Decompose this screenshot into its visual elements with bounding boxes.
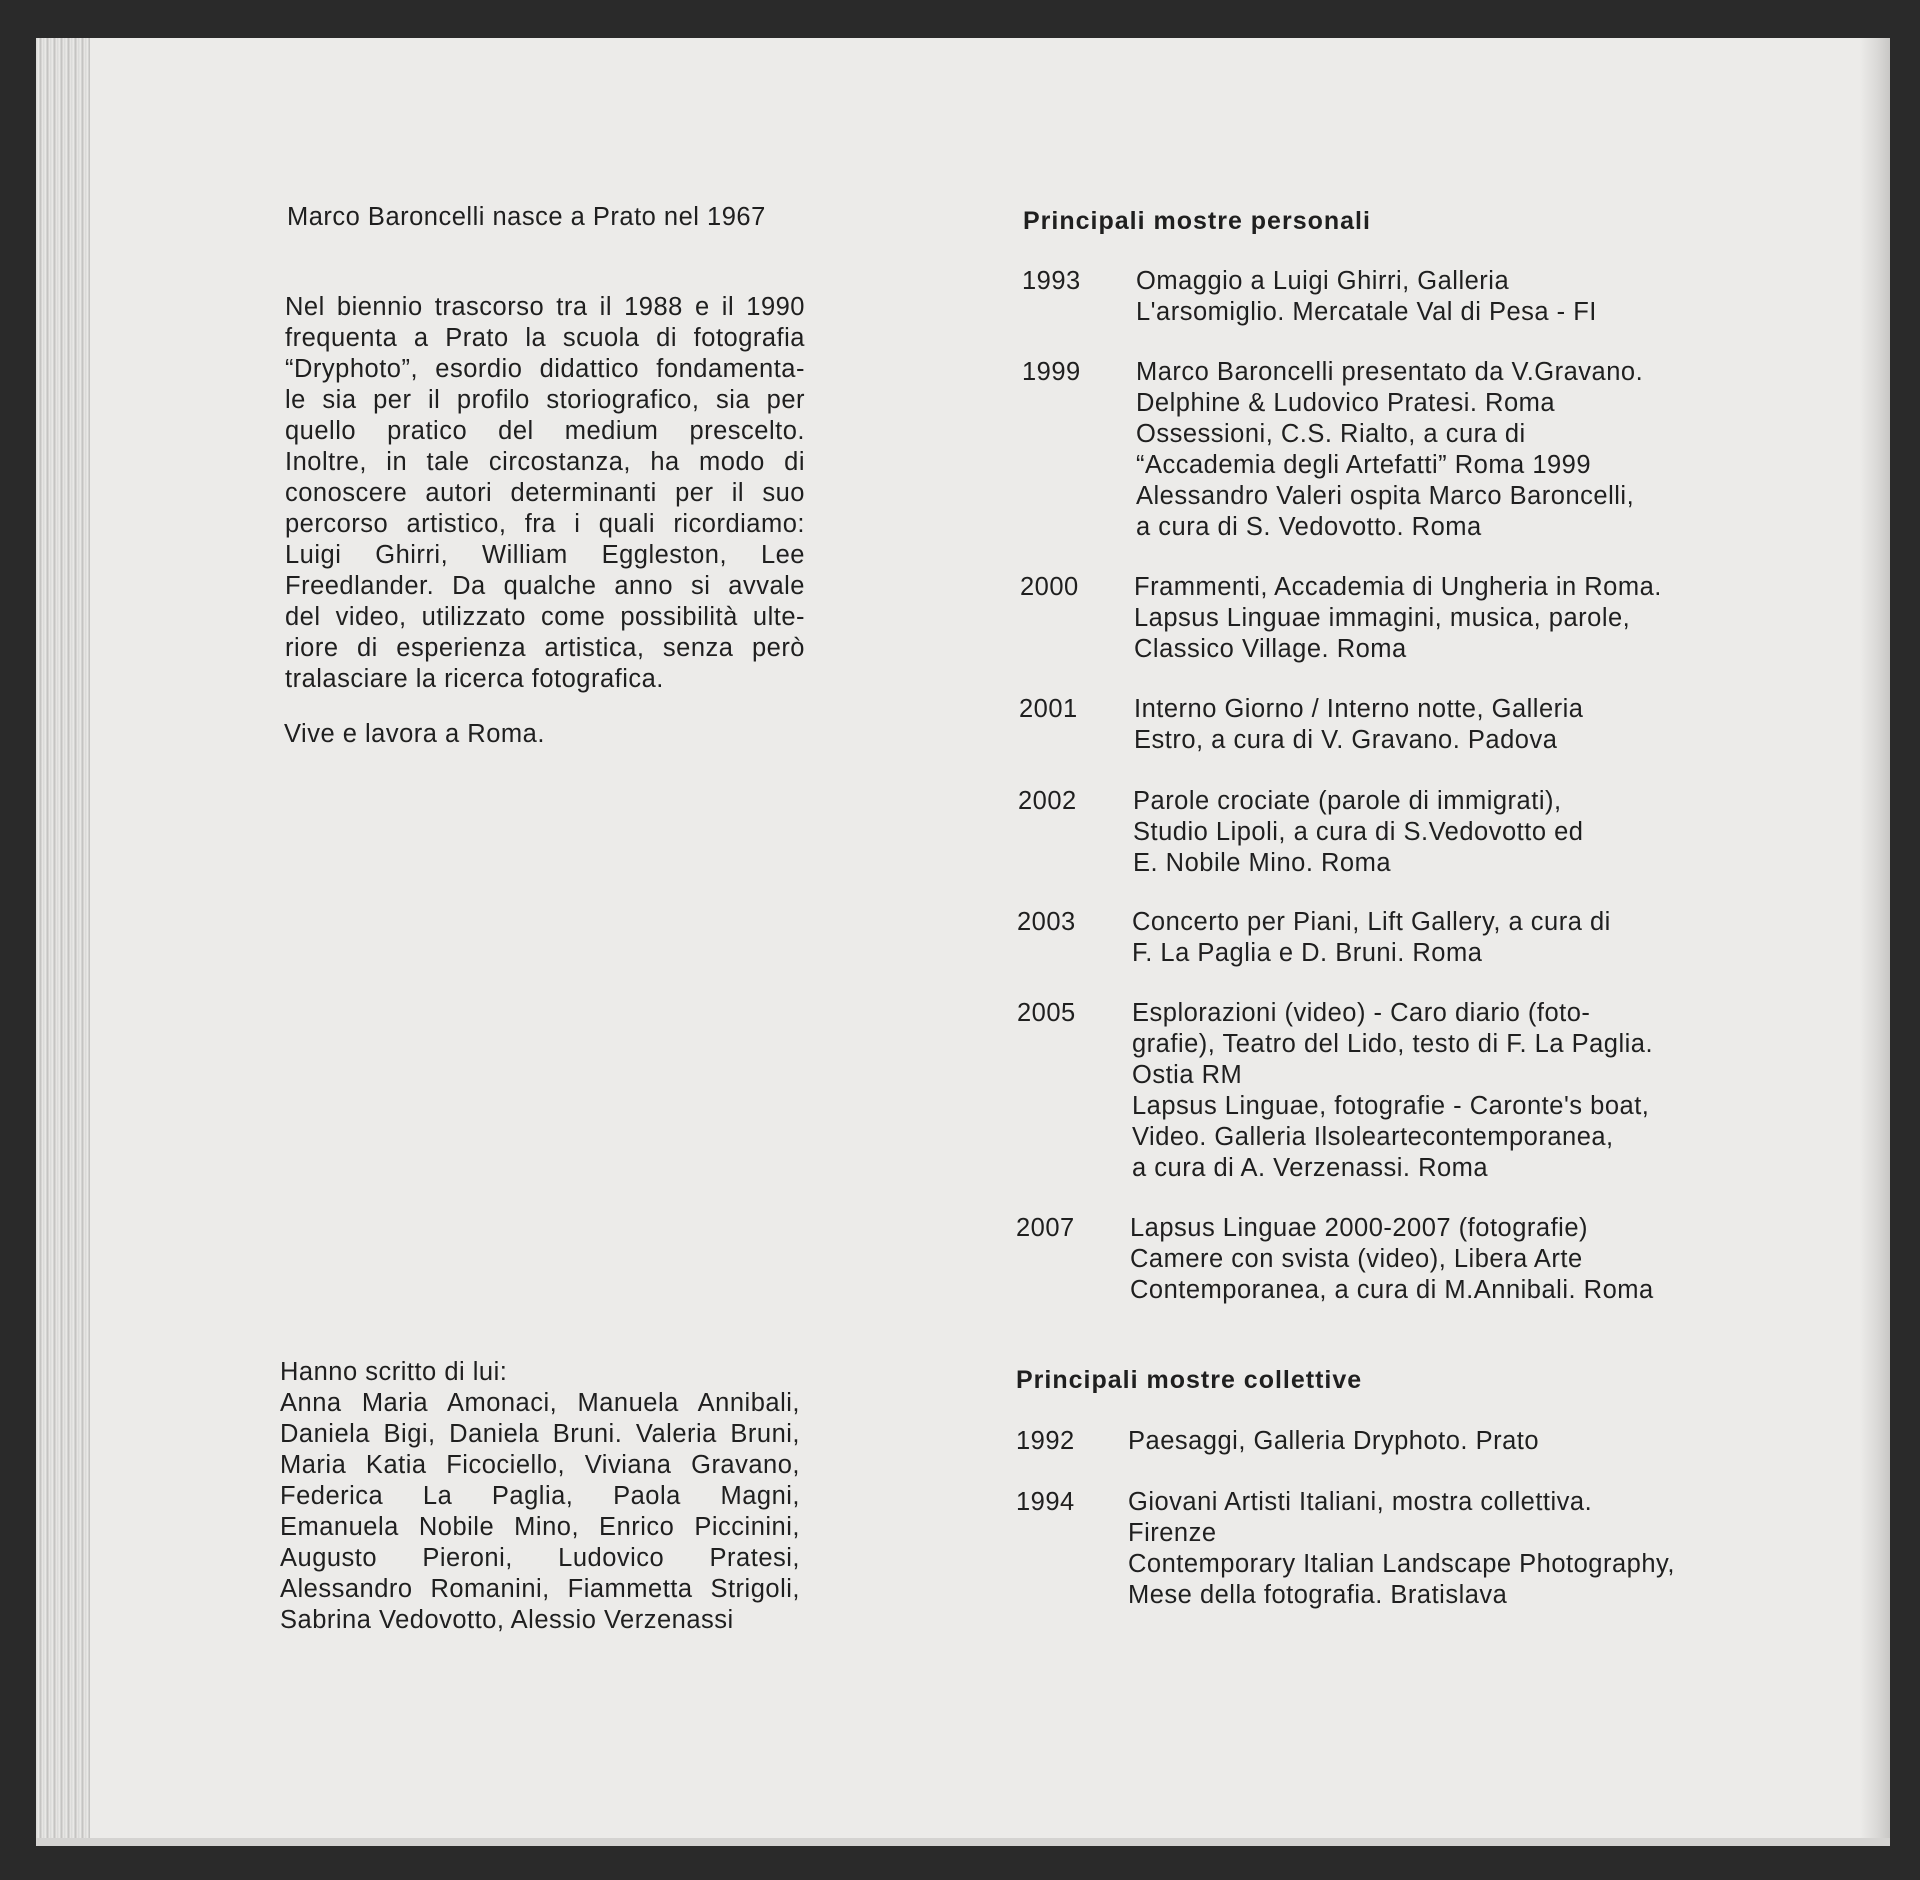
exhibition-line: Omaggio a Luigi Ghirri, Galleria bbox=[1136, 267, 1510, 295]
exhibition-year: 2007 bbox=[1016, 1214, 1075, 1242]
bio-line: Inoltre, in tale circostanza, ha modo di bbox=[285, 448, 805, 476]
bio-line: riore di esperienza artistica, senza però bbox=[285, 634, 805, 662]
exhibition-line: a cura di S. Vedovotto. Roma bbox=[1136, 513, 1482, 541]
bio-line: le sia per il profilo storiografico, sia per bbox=[285, 386, 805, 414]
bio-line: Nel biennio trascorso tra il 1988 e il 1990 bbox=[285, 293, 805, 321]
exhibition-line: Lapsus Linguae 2000-2007 (fotografie) bbox=[1130, 1214, 1588, 1242]
exhibition-line: Frammenti, Accademia di Ungheria in Roma. bbox=[1134, 573, 1662, 601]
exhibition-entry bbox=[1136, 266, 1597, 328]
written-line: Emanuela Nobile Mino, Enrico Piccinini, bbox=[280, 1513, 800, 1541]
exhibition-year: 2003 bbox=[1017, 908, 1076, 936]
bio-line: frequenta a Prato la scuola di fotografia bbox=[285, 324, 805, 352]
bio-line: percorso artistico, fra i quali ricordiamo: bbox=[285, 510, 805, 538]
exhibition-year: 1994 bbox=[1016, 1488, 1075, 1516]
exhibition-line: Classico Village. Roma bbox=[1134, 635, 1407, 663]
bio-paragraph bbox=[285, 292, 805, 695]
collective-exhibitions-heading: Principali mostre collettive bbox=[1016, 1366, 1363, 1394]
exhibition-entry bbox=[1134, 572, 1662, 665]
exhibition-line: Delphine & Ludovico Pratesi. Roma bbox=[1136, 389, 1556, 417]
exhibition-line: grafie), Teatro del Lido, testo di F. La Paglia. bbox=[1132, 1030, 1654, 1058]
exhibition-year: 2002 bbox=[1018, 787, 1077, 815]
written-line: Federica La Paglia, Paola Magni, bbox=[280, 1482, 800, 1510]
exhibition-entry bbox=[1132, 998, 1653, 1184]
written-line: Hanno scritto di lui: bbox=[280, 1358, 508, 1386]
exhibition-line: Parole crociate (parole di immigrati), bbox=[1133, 787, 1562, 815]
exhibition-line: Ossessioni, C.S. Rialto, a cura di bbox=[1136, 420, 1526, 448]
written-line: Alessandro Romanini, Fiammetta Strigoli, bbox=[280, 1575, 800, 1603]
exhibition-line: Ostia RM bbox=[1132, 1061, 1243, 1089]
exhibition-line: Paesaggi, Galleria Dryphoto. Prato bbox=[1128, 1427, 1540, 1455]
exhibition-entry bbox=[1130, 1213, 1654, 1306]
exhibition-entry bbox=[1128, 1487, 1675, 1611]
exhibition-entry bbox=[1134, 694, 1584, 756]
exhibition-line: Estro, a cura di V. Gravano. Padova bbox=[1134, 726, 1558, 754]
exhibition-line: Esplorazioni (video) - Caro diario (foto- bbox=[1132, 999, 1591, 1027]
exhibition-line: Firenze bbox=[1128, 1519, 1217, 1547]
exhibition-line: Concerto per Piani, Lift Gallery, a cura di bbox=[1132, 908, 1611, 936]
exhibition-line: Contemporanea, a cura di M.Annibali. Roma bbox=[1130, 1276, 1654, 1304]
exhibition-line: Marco Baroncelli presentato da V.Gravano. bbox=[1136, 358, 1644, 386]
bio-line: “Dryphoto”, esordio didattico fondamenta- bbox=[285, 355, 805, 383]
exhibition-year: 1999 bbox=[1022, 358, 1081, 386]
exhibition-line: Video. Galleria Ilsoleartecontemporanea, bbox=[1132, 1123, 1614, 1151]
exhibition-year: 2005 bbox=[1017, 999, 1076, 1027]
exhibition-year: 1993 bbox=[1022, 267, 1081, 295]
exhibition-line: Giovani Artisti Italiani, mostra collettiva. bbox=[1128, 1488, 1593, 1516]
written-line: Anna Maria Amonaci, Manuela Annibali, bbox=[280, 1389, 800, 1417]
written-about-paragraph bbox=[280, 1357, 800, 1636]
bio-line: conoscere autori determinanti per il suo bbox=[285, 479, 805, 507]
written-line: Sabrina Vedovotto, Alessio Verzenassi bbox=[280, 1606, 734, 1634]
bio-line: Freedlander. Da qualche anno si avvale bbox=[285, 572, 805, 600]
exhibition-line: Lapsus Linguae, fotografie - Caronte's boat, bbox=[1132, 1092, 1650, 1120]
exhibition-year: 2000 bbox=[1020, 573, 1079, 601]
bio-line: quello pratico del medium prescelto. bbox=[285, 417, 805, 445]
exhibition-entry bbox=[1136, 357, 1643, 543]
bio-line: tralasciare la ricerca fotografica. bbox=[285, 665, 664, 693]
exhibition-entry bbox=[1128, 1426, 1539, 1457]
bio-line: del video, utilizzato come possibilità ulte- bbox=[285, 603, 805, 631]
exhibition-line: F. La Paglia e D. Bruni. Roma bbox=[1132, 939, 1483, 967]
exhibition-line: E. Nobile Mino. Roma bbox=[1133, 849, 1392, 877]
exhibition-entry bbox=[1133, 786, 1583, 879]
birth-line: Marco Baroncelli nasce a Prato nel 1967 bbox=[287, 203, 766, 231]
personal-exhibitions-heading: Principali mostre personali bbox=[1023, 207, 1371, 235]
exhibition-line: Lapsus Linguae immagini, musica, parole, bbox=[1134, 604, 1631, 632]
lives-line: Vive e lavora a Roma. bbox=[284, 720, 545, 748]
exhibition-year: 1992 bbox=[1016, 1427, 1075, 1455]
exhibition-line: L'arsomiglio. Mercatale Val di Pesa - FI bbox=[1136, 298, 1597, 326]
written-line: Maria Katia Ficociello, Viviana Gravano, bbox=[280, 1451, 800, 1479]
exhibition-line: Alessandro Valeri ospita Marco Baroncelli, bbox=[1136, 482, 1635, 510]
written-line: Daniela Bigi, Daniela Bruni. Valeria Bruni, bbox=[280, 1420, 800, 1448]
exhibition-line: Mese della fotografia. Bratislava bbox=[1128, 1581, 1508, 1609]
exhibition-line: Camere con svista (video), Libera Arte bbox=[1130, 1245, 1583, 1273]
exhibition-year: 2001 bbox=[1019, 695, 1078, 723]
page-gutter bbox=[1860, 38, 1890, 1838]
bio-line: Luigi Ghirri, William Eggleston, Lee bbox=[285, 541, 805, 569]
exhibition-line: Studio Lipoli, a cura di S.Vedovotto ed bbox=[1133, 818, 1584, 846]
exhibition-entry bbox=[1132, 907, 1611, 969]
exhibition-line: Contemporary Italian Landscape Photography, bbox=[1128, 1550, 1675, 1578]
exhibition-line: a cura di A. Verzenassi. Roma bbox=[1132, 1154, 1489, 1182]
exhibition-line: “Accademia degli Artefatti” Roma 1999 bbox=[1136, 451, 1592, 479]
page-bottom-edge bbox=[36, 1838, 1890, 1846]
written-line: Augusto Pieroni, Ludovico Pratesi, bbox=[280, 1544, 800, 1572]
exhibition-line: Interno Giorno / Interno notte, Galleria bbox=[1134, 695, 1584, 723]
